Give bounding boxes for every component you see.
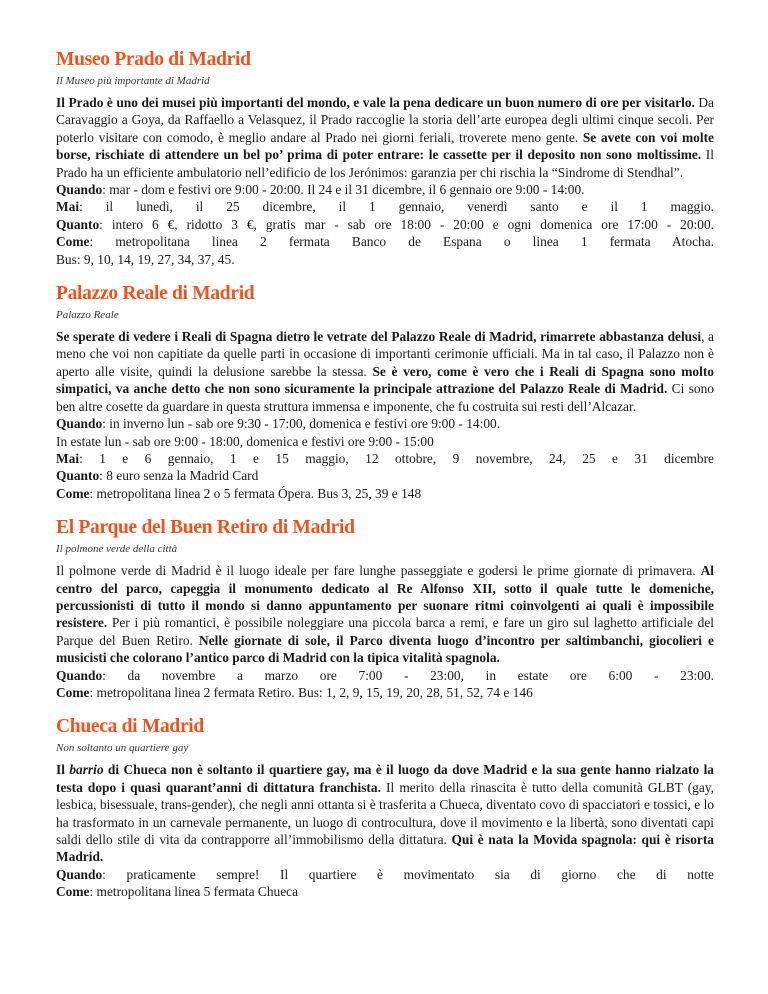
intro-bold-text: di Chueca non è soltanto il quartiere gay, ma è il luogo da dove Madrid e la sua gente hanno rialzato la testa dopo i quasi quarant’anni di dittatura franchista. [56, 762, 714, 795]
info-line-quanto: Quanto: intero 6 €, ridotto 3 €, gratis mar - sab ore 18:00 - 20:00 e ogni domenica ore 17:00 - 20:00. [56, 216, 714, 232]
intro-text: , a meno che voi non capitiate da quelle parti in occasione di importanti cerimonie ufficiali. Ma in tal caso, il Palazzo non è aperto alle visite, quindi la delusione sarebbe la stessa. [56, 329, 714, 379]
section-intro [56, 562, 714, 666]
intro-text: Il Prado ha un efficiente ambulatorio nell’edificio de los Jerónimos: garanzia per chi rischia la “Sindrome di Stendhal”. [56, 147, 714, 180]
info-line-come: Come: metropolitana linea 5 fermata Chueca [56, 884, 299, 900]
info-line-mai: Mai: il lunedì, il 25 dicembre, il 1 gennaio, venerdì santo e il 1 maggio. [56, 199, 714, 215]
intro-bold-text: Al centro del parco, capeggia il monumento dedicato al Re Alfonso XII, sotto il quale tutte le domeniche, percussionisti di tutto il mondo si danno appuntamento per suonare ritmi coinvolgenti ai quali è impossibile resistere. [56, 563, 714, 631]
intro-text: Per i più romantici, è possibile noleggiare una piccola barca a remi, e fare un giro sul laghetto artificiale del Parque del Buen Retiro. [56, 615, 714, 648]
intro-text: Il polmone verde di Madrid è il luogo ideale per fare lunghe passeggiate e godersi le prime giornate di primavera. [56, 563, 701, 579]
intro-bold-text: Se è vero, come è vero che i Reali di Spagna sono molto simpatici, va anche detto che non sono sicuramente la principale attrazione del Palazzo Reale di Madrid. [56, 363, 714, 397]
info-line-bus: Bus: 9, 10, 14, 19, 27, 34, 37, 45. [56, 251, 235, 267]
section-info [56, 181, 714, 268]
document-page [56, 48, 714, 915]
section-intro [56, 94, 714, 181]
section-info [56, 866, 714, 901]
info-line-mai: Mai: 1 e 6 gennaio, 1 e 15 maggio, 12 ottobre, 9 novembre, 24, 25 e 31 dicembre [56, 450, 714, 466]
section-title: Palazzo Reale di Madrid [56, 283, 255, 305]
info-line-come: Come: metropolitana linea 2 o 5 fermata Ópera. Bus 3, 25, 39 e 148 [56, 485, 422, 501]
section-subtitle: Il polmone verde della città [56, 543, 178, 556]
section-title: Museo Prado di Madrid [56, 49, 251, 70]
info-line-quando: Quando: da novembre a marzo ore 7:00 - 23:00, in estate ore 6:00 - 23:00. [56, 667, 714, 683]
info-line-come: Come: metropolitana linea 2 fermata Retiro. Bus: 1, 2, 9, 15, 19, 20, 28, 51, 52, 74 e 146 [56, 684, 533, 700]
section-chueca [56, 715, 714, 900]
section-subtitle: Palazzo Reale [56, 309, 119, 322]
intro-bold-italic-text: barrio [69, 762, 104, 778]
section-palazzo-reale [56, 282, 714, 502]
section-prado [56, 48, 714, 268]
intro-bold-text: Il Prado è uno dei musei più importanti del mondo, e vale la pena dedicare un buon numero di ore per visitarlo. [56, 95, 695, 110]
section-subtitle: Non soltanto un quartiere gay [56, 742, 189, 755]
intro-bold-text: Se sperate di vedere i Reali di Spagna dietro le vetrate del Palazzo Reale di Madrid, rimarrete abbastanza delusi [56, 329, 702, 345]
intro-bold-text: Nelle giornate di sole, il Parco diventa luogo d’incontro per saltimbanchi, giocolieri e musicisti che colorano l’antico parco di Madrid con la tipica vitalità spagnola. [56, 632, 714, 666]
intro-text: Il merito della rinascita è tutto della comunità GLBT (gay, lesbica, bisessuale, trans-gender), che negli anni ottanta si è trasferita a Chueca, diventato covo di spacciatori e tossici, e lo ha trasformato in un carnevale permanente, un luogo di controcultura, dove il movimento e la libertà, sono diventati capi saldi dello stile di vita da contrapporre all’immobilismo della dittatura. [56, 779, 714, 847]
info-line-estate: In estate lun - sab ore 9:00 - 18:00, domenica e festivi ore 9:00 - 15:00 [56, 433, 434, 449]
section-info [56, 667, 714, 702]
info-line-quanto: Quanto: 8 euro senza la Madrid Card [56, 468, 259, 484]
section-intro [56, 761, 714, 865]
section-intro [56, 328, 714, 415]
info-line-quando: Quando: mar - dom e festivi ore 9:00 - 20:00. Il 24 e il 31 dicembre, il 6 gennaio ore 9:00 - 14:00. [56, 182, 585, 198]
info-line-quando: Quando: in inverno lun - sab ore 9:30 - 17:00, domenica e festivi ore 9:00 - 14:00. [56, 416, 501, 432]
section-info [56, 415, 714, 502]
section-retiro [56, 516, 714, 701]
intro-bold-text: Se avete con voi molte borse, rischiate di attendere un bel po’ prima di poter entrare: le cassette per il deposito non sono moltissime. [56, 129, 714, 163]
intro-text: Ci sono ben altre cosette da guardare in questa struttura immensa e imponente, che fu costruita sui resti dell’Alcazar. [56, 381, 714, 414]
intro-bold-text: Qui è nata la Movida spagnola: qui è risorta Madrid. [56, 832, 714, 865]
info-line-quando: Quando: praticamente sempre! Il quartiere è movimentato sia di giorno che di notte [56, 866, 714, 882]
info-line-come: Come: metropolitana linea 2 fermata Banco de Espana o linea 1 fermata Atocha. [56, 234, 714, 250]
section-subtitle: Il Museo più importante di Madrid [56, 75, 210, 87]
section-title: El Parque del Buen Retiro di Madrid [56, 517, 355, 539]
section-title: Chueca di Madrid [56, 716, 204, 738]
intro-text: Da Caravaggio a Goya, da Raffaello a Velasquez, il Prado raccoglie la storia dell’arte europea degli ultimi cinque secoli. Per poterlo visitare con comodo, è meglio andare al Prado nei giorni feriali, troverete meno gente. [56, 95, 714, 145]
intro-bold-text: Il [56, 762, 70, 778]
